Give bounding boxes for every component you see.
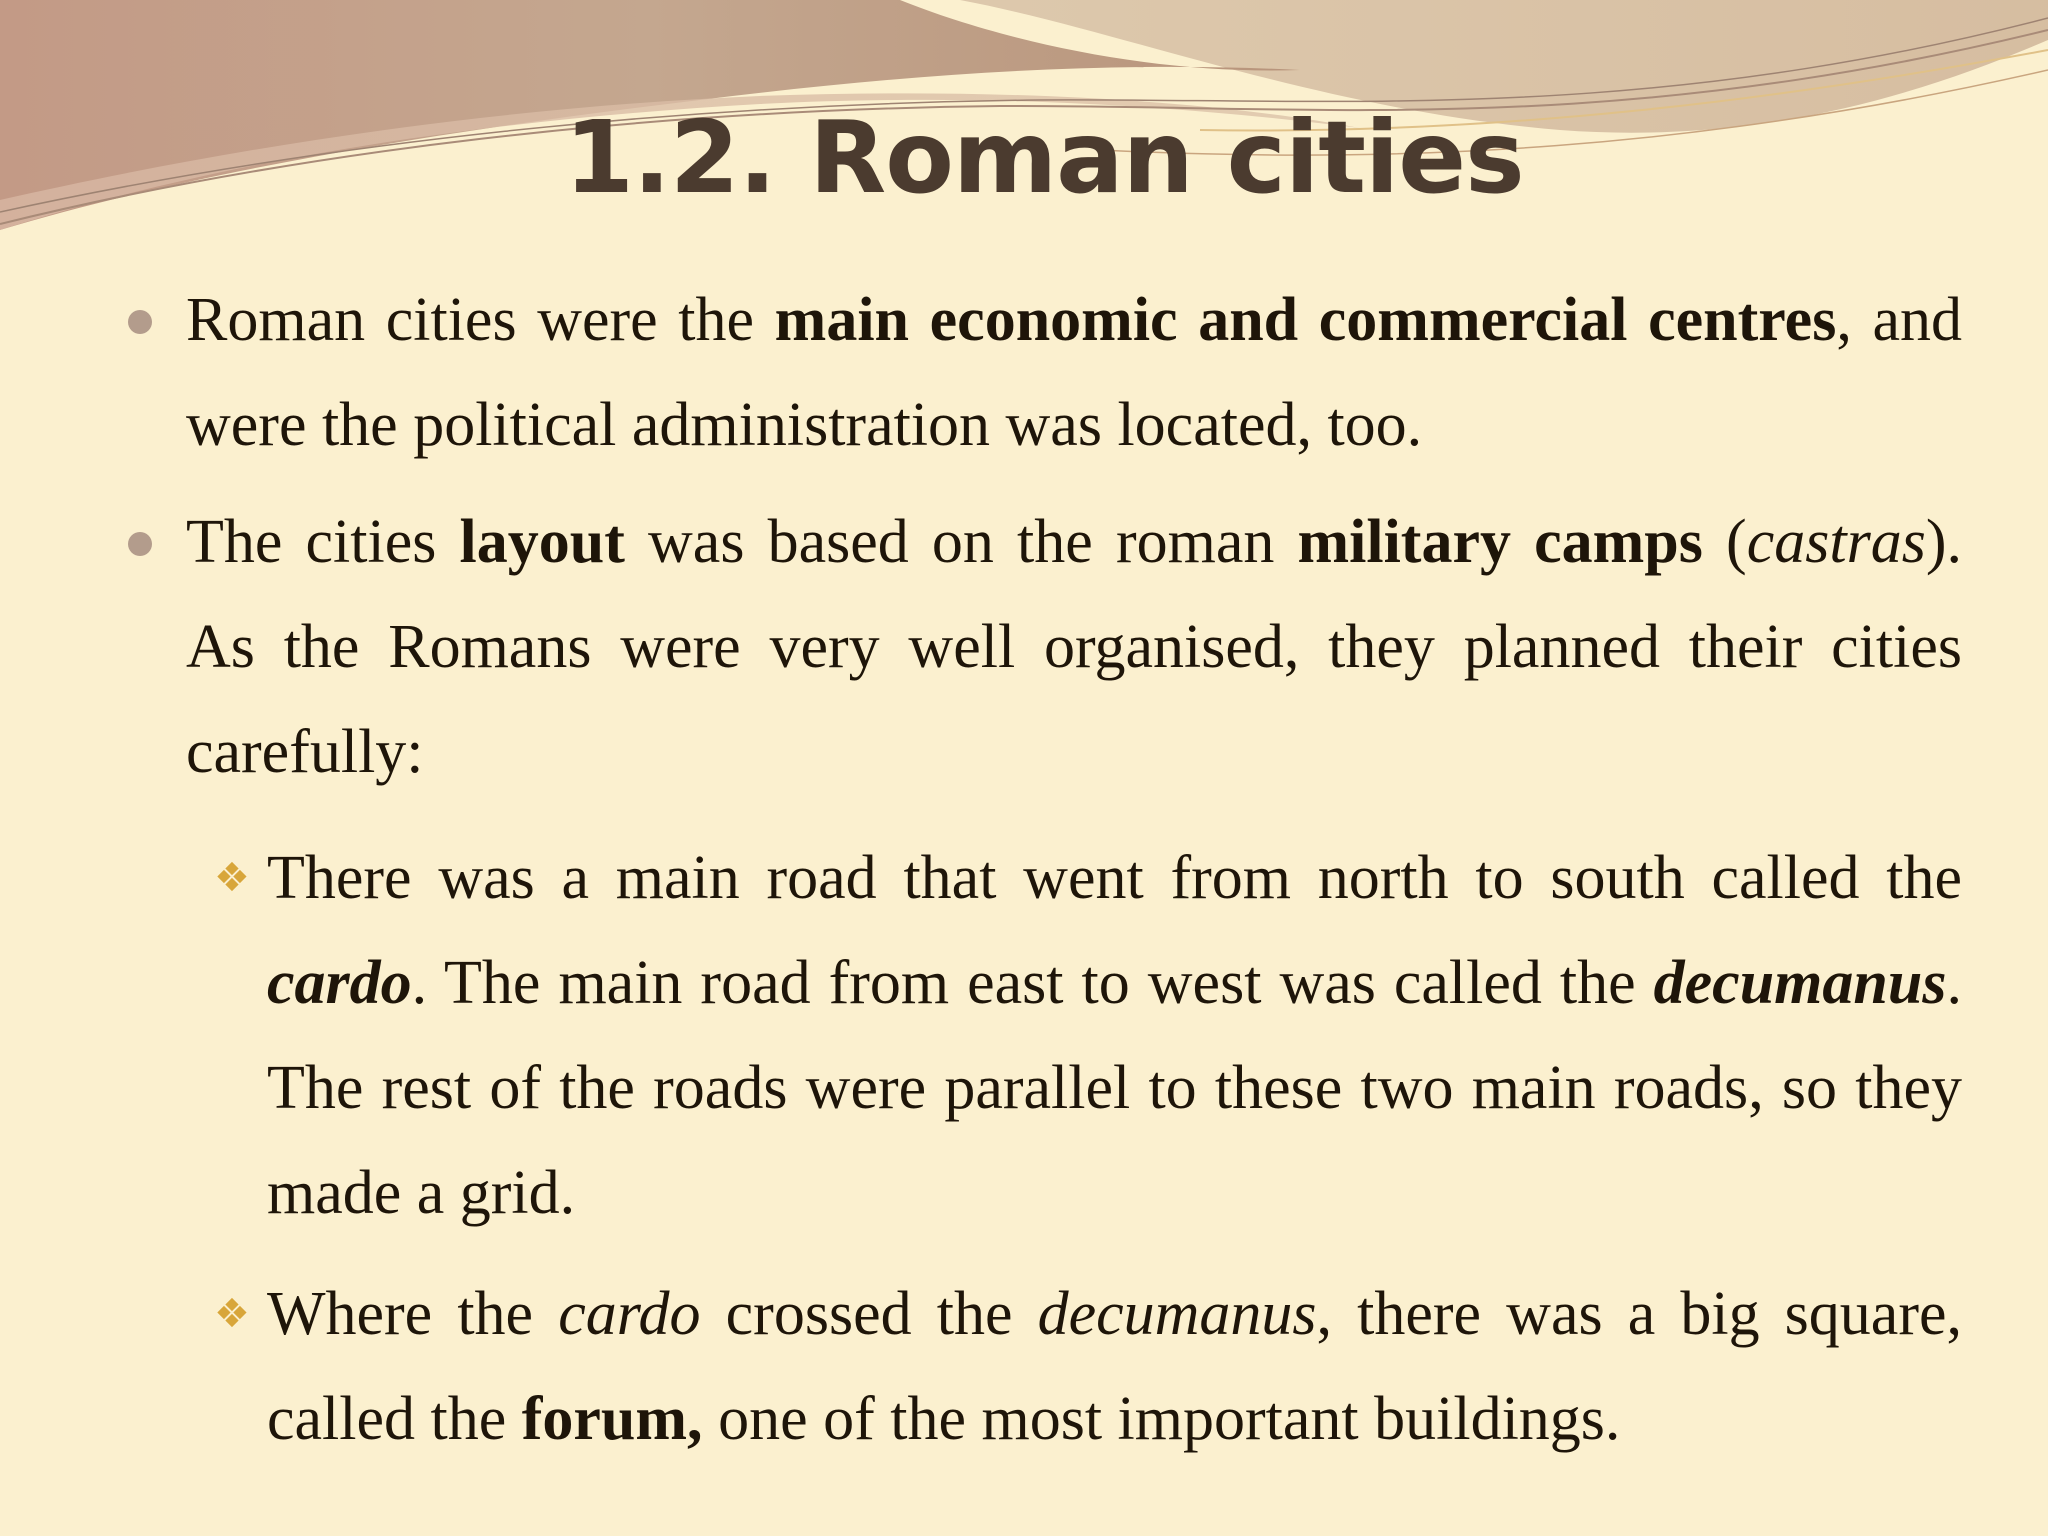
- text-run: , and were the political administration was located, too.: [186, 286, 1962, 459]
- text-run: Where the: [267, 1280, 559, 1348]
- bullet-paragraph-4: [267, 1262, 1962, 1472]
- text-run: (: [1702, 508, 1747, 576]
- italic-term: cardo: [558, 1280, 701, 1348]
- bold-term: military camps: [1297, 508, 1703, 576]
- slide-title: 1.2. Roman cities: [564, 99, 1524, 216]
- diamond-cluster-bullet-icon: ❖: [214, 855, 250, 901]
- bullet-paragraph-2: [186, 490, 1962, 805]
- bold-term: main economic and commercial centres: [774, 286, 1837, 354]
- bold-term: forum,: [521, 1385, 703, 1453]
- text-run: one of the most important buildings.: [702, 1385, 1621, 1453]
- bullet-paragraph-1: [186, 268, 1962, 478]
- text-run: . The rest of the roads were parallel to these two main roads, so they made a grid.: [267, 949, 1962, 1227]
- bold-italic-term: cardo: [267, 949, 412, 1017]
- text-run: was based on the roman: [624, 508, 1298, 576]
- bold-term: layout: [459, 508, 625, 576]
- diamond-cluster-bullet-icon: ❖: [214, 1291, 250, 1337]
- bold-italic-term: decumanus: [1653, 949, 1947, 1017]
- italic-term: decumanus: [1037, 1280, 1317, 1348]
- text-run: The cities: [186, 508, 460, 576]
- text-run: . The main road from east to west was called the: [411, 949, 1654, 1017]
- round-bullet-icon: [128, 310, 152, 334]
- text-run: There was a main road that went from north to south called the: [267, 844, 1962, 912]
- text-run: crossed the: [700, 1280, 1038, 1348]
- text-run: Roman cities were the: [186, 286, 775, 354]
- text-run: , there was a big square, called the: [267, 1280, 1962, 1453]
- bullet-paragraph-3: [267, 826, 1962, 1246]
- italic-term: castras: [1746, 508, 1926, 576]
- text-run: ). As the Romans were very well organised, they planned their cities carefully:: [186, 508, 1962, 786]
- round-bullet-icon: [128, 532, 152, 556]
